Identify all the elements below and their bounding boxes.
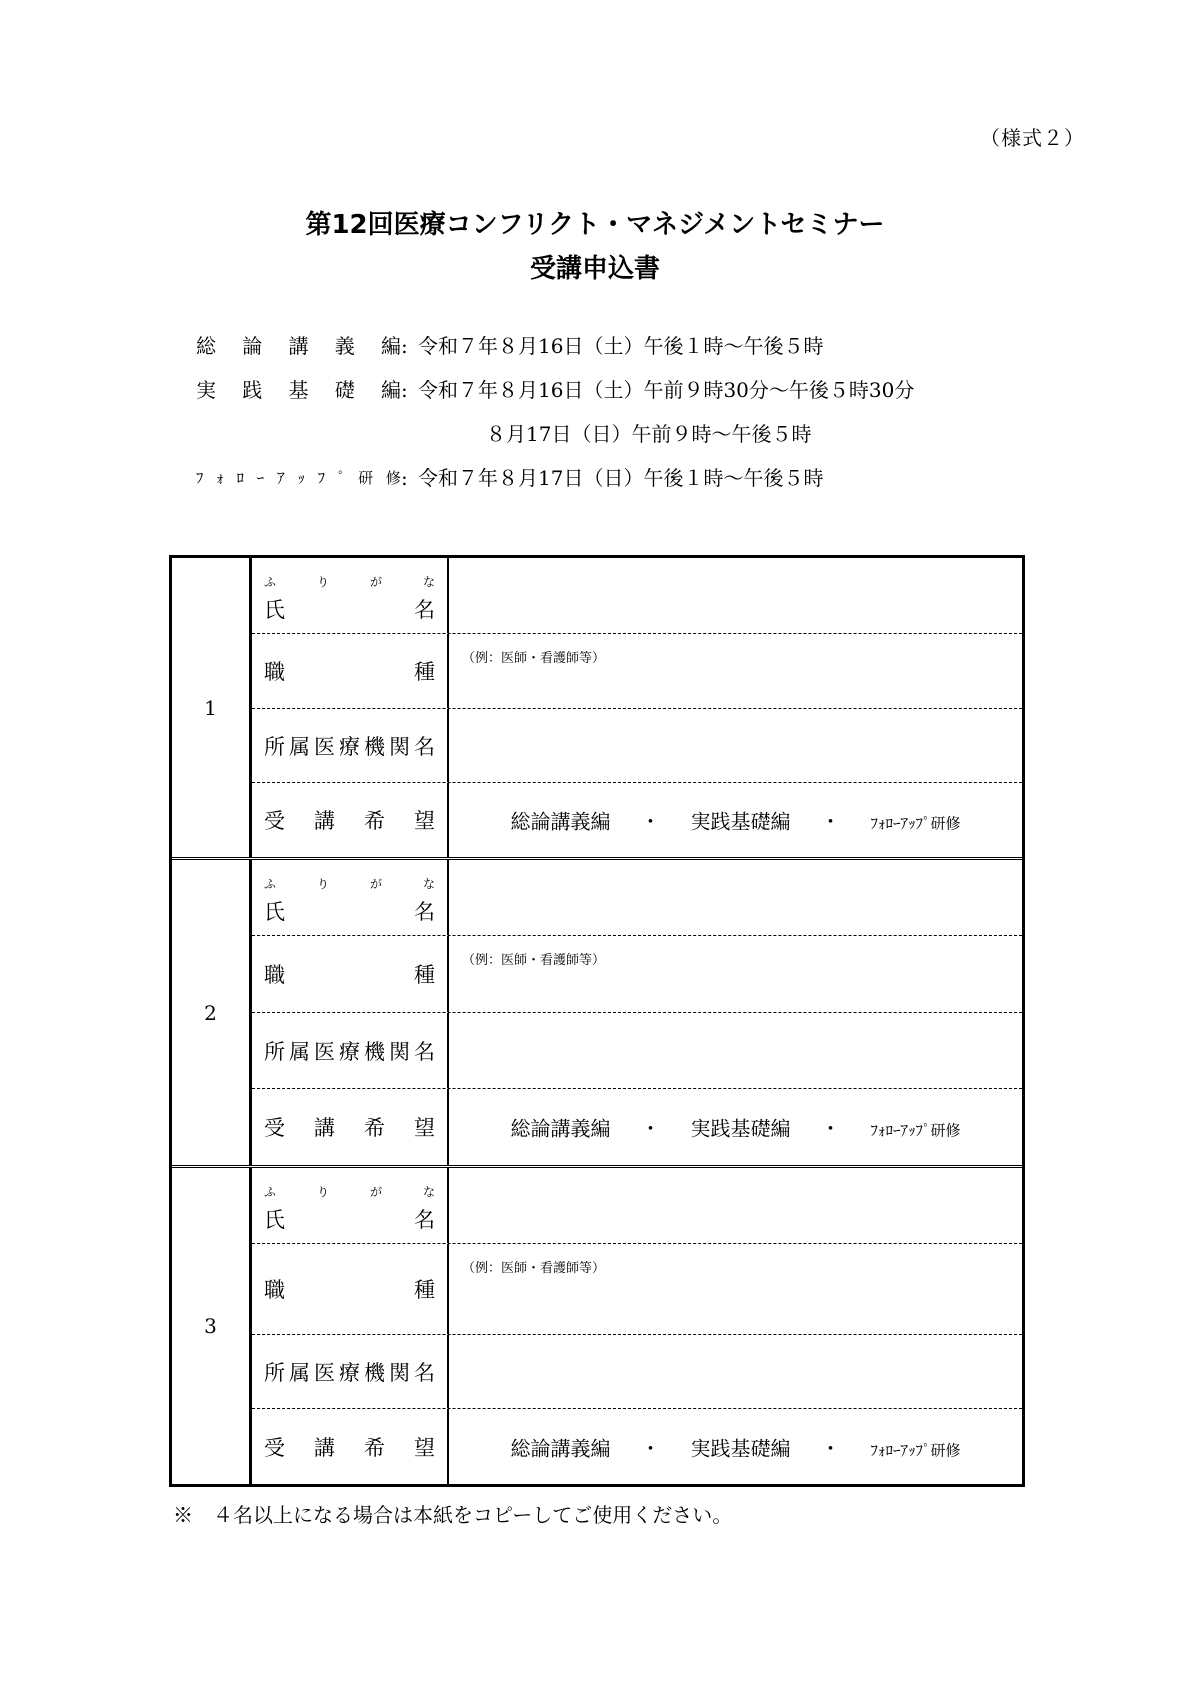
furigana-label [264,1183,435,1200]
label-char: 望 [414,809,435,833]
course-option-followup[interactable]: ﾌｫﾛｰｱｯﾌﾟ研修 [870,1121,961,1140]
applicant-block [172,1165,1022,1484]
label-char: ﾌ [196,469,204,487]
job-label [264,1274,435,1304]
label-char: 機 [364,734,385,759]
course-row [252,782,1022,857]
course-label [264,1112,435,1142]
label-char: り [316,877,329,891]
course-option-followup[interactable]: ﾌｫﾛｰｱｯﾌﾟ研修 [870,814,961,833]
label-char: り [316,575,329,589]
label-char: 受 [264,809,285,833]
course-row [252,1408,1022,1484]
schedule-text: ８月17日（日）午前９時～午後５時 [486,422,812,446]
label-char: 希 [364,1116,385,1140]
course-option-general[interactable]: 総論講義編 [510,1436,611,1460]
job-row [252,633,1022,708]
label-char: 践 [242,378,263,402]
label-char: 関 [389,1039,410,1064]
option-separator: ・ [640,809,661,834]
job-input[interactable] [449,634,1022,708]
label-char: 所 [264,1360,285,1385]
label-char: 望 [414,1435,435,1460]
application-form-table [169,555,1025,1487]
job-input[interactable] [449,1244,1022,1334]
label-char: 名 [414,1208,435,1232]
course-option-general[interactable]: 総論講義編 [510,809,611,834]
label-char: 研 [358,469,374,487]
label-char: 名 [414,1039,435,1064]
job-example: （例：医師・看護師等） [462,651,606,666]
applicant-number: 3 [172,1168,252,1484]
name-label [264,594,435,624]
job-example: （例：医師・看護師等） [462,953,606,968]
label-char: 義 [334,334,355,358]
label-char: 医 [314,1039,335,1064]
document-title [0,203,1190,291]
course-option-general[interactable]: 総論講義編 [510,1116,611,1141]
label-char: 講 [314,1116,335,1140]
schedule-label [196,466,401,490]
label-char: 種 [414,963,435,987]
label-char: 機 [364,1039,385,1064]
label-char: 関 [389,1360,410,1385]
label-char: 講 [288,334,309,358]
label-char: が [369,877,382,891]
name-input[interactable] [449,1168,1022,1243]
title-line-2: 受講申込書 [529,254,660,284]
label-char: ｰ [256,469,265,487]
org-label [264,1357,435,1387]
name-input[interactable] [449,860,1022,935]
label-char: ふ [264,1185,277,1199]
label-char: ｫ [216,469,224,487]
schedule-label [196,378,401,402]
label-char: 論 [242,334,263,358]
label-char: 機 [364,1360,385,1385]
form-number: （様式２） [980,126,1085,150]
title-line-1: 第12回医療コンフリクト・マネジメントセミナー [305,210,885,240]
option-separator: ・ [820,1436,841,1460]
furigana-label [264,573,435,590]
applicant-number: 1 [172,558,252,857]
schedule-colon: : [401,466,408,490]
name-label [264,1204,435,1234]
course-options [449,1432,1022,1461]
label-char: 名 [414,1360,435,1385]
org-input[interactable] [449,709,1022,782]
label-char: が [369,575,382,589]
label-char: 医 [314,734,335,759]
label-char: 名 [414,734,435,759]
label-char: 名 [414,598,435,622]
label-char: り [316,1185,329,1199]
course-label [264,805,435,835]
label-char: な [422,877,435,891]
label-char: 編 [381,334,401,358]
label-char: 氏 [264,598,285,622]
label-char: 職 [264,660,285,684]
org-row [252,1334,1022,1408]
label-char: ｯ [297,469,305,487]
label-char: 望 [414,1116,435,1140]
label-char: ふ [264,575,277,589]
label-char: 総 [196,334,216,358]
label-char: 種 [414,660,435,684]
footnote: ※ ４名以上になる場合は本紙をコピーしてご使用ください。 [173,1503,733,1527]
label-char: 礎 [334,378,355,402]
option-separator: ・ [640,1116,661,1141]
org-label [264,1036,435,1066]
job-label [264,656,435,686]
label-char: な [422,575,435,589]
course-options [449,1113,1022,1142]
label-char: 希 [364,1435,385,1460]
label-char: 修 [385,469,401,487]
label-char: 種 [414,1278,435,1302]
schedule-colon: : [401,334,408,358]
name-row [252,860,1022,935]
label-char: ｱ [277,469,285,487]
applicant-number: 2 [172,860,252,1165]
org-input[interactable] [449,1013,1022,1088]
label-char: 名 [414,900,435,924]
schedule-text: 令和７年８月16日（土）午後１時～午後５時 [418,334,824,358]
course-options [449,806,1022,835]
job-input[interactable] [449,936,1022,1012]
job-row [252,935,1022,1012]
label-char: 受 [264,1116,285,1140]
label-char: 療 [339,734,360,759]
label-char: 職 [264,963,285,987]
name-input[interactable] [449,558,1022,633]
schedule-text: 令和７年８月16日（土）午前９時30分～午後５時30分 [418,378,915,402]
label-char: 希 [364,809,385,833]
org-label [264,731,435,761]
job-row [252,1243,1022,1334]
label-char: ﾛ [236,469,245,487]
job-label [264,959,435,989]
course-option-practice[interactable]: 実践基礎編 [690,809,791,834]
label-char: ふ [264,877,277,891]
course-option-practice[interactable]: 実践基礎編 [690,1116,791,1141]
schedule-colon: : [401,378,408,402]
course-row [252,1088,1022,1165]
org-input[interactable] [449,1335,1022,1408]
option-separator: ・ [820,1116,841,1141]
label-char: 氏 [264,1208,285,1232]
label-char: 職 [264,1278,285,1302]
job-example: （例：医師・看護師等） [462,1261,606,1276]
label-char: 療 [339,1360,360,1385]
label-char: 基 [288,378,309,402]
label-char: 属 [289,1039,310,1064]
label-char: 医 [314,1360,335,1385]
label-char: ﾌ [317,469,326,487]
option-separator: ・ [820,809,841,834]
name-row [252,558,1022,633]
label-char: 所 [264,734,285,759]
schedule-text: 令和７年８月17日（日）午後１時～午後５時 [418,466,824,490]
label-char: 属 [289,734,310,759]
label-char: 氏 [264,900,285,924]
org-row [252,1012,1022,1088]
applicant-block [172,558,1022,857]
label-char: 受 [264,1435,285,1460]
label-char: 実 [196,378,216,402]
label-char: 編 [381,378,401,402]
furigana-label [264,875,435,892]
label-char: 関 [389,734,410,759]
label-char: 所 [264,1039,285,1064]
course-label [264,1432,435,1462]
name-row [252,1168,1022,1243]
org-row [252,708,1022,782]
label-char: が [369,1185,382,1199]
course-option-practice[interactable]: 実践基礎編 [690,1436,791,1460]
label-char: 療 [339,1039,360,1064]
label-char: 講 [314,1435,335,1460]
label-char: 講 [314,809,335,833]
label-char: 属 [289,1360,310,1385]
schedule-label [196,334,401,358]
label-char: な [422,1185,435,1199]
option-separator: ・ [640,1436,661,1460]
applicant-block [172,857,1022,1165]
label-char: ﾟ [337,469,346,487]
course-option-followup[interactable]: ﾌｫﾛｰｱｯﾌﾟ研修 [870,1441,961,1459]
name-label [264,896,435,926]
